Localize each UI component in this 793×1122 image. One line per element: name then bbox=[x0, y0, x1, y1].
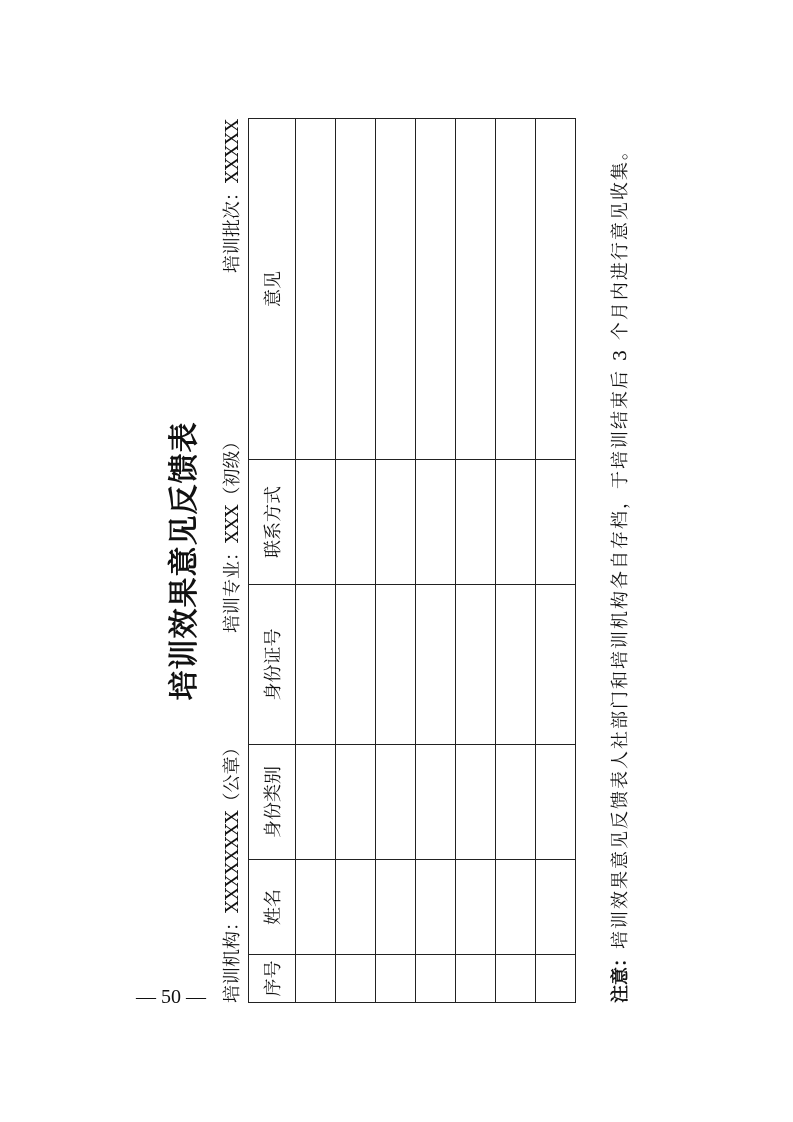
table-cell[interactable] bbox=[336, 860, 376, 955]
table-cell[interactable] bbox=[456, 585, 496, 745]
header-contact: 联系方式 bbox=[249, 460, 296, 585]
table-cell[interactable] bbox=[496, 119, 536, 460]
table-cell[interactable] bbox=[456, 119, 496, 460]
table-cell[interactable] bbox=[496, 460, 536, 585]
table-row bbox=[536, 119, 576, 1003]
table-cell[interactable] bbox=[456, 955, 496, 1003]
table-cell[interactable] bbox=[496, 860, 536, 955]
table-cell[interactable] bbox=[536, 585, 576, 745]
table-cell[interactable] bbox=[296, 955, 336, 1003]
table-cell[interactable] bbox=[376, 585, 416, 745]
table-cell[interactable] bbox=[296, 745, 336, 860]
table-row bbox=[496, 119, 536, 1003]
table-cell[interactable] bbox=[336, 460, 376, 585]
table-body bbox=[296, 119, 576, 1003]
table-row bbox=[456, 119, 496, 1003]
table-row bbox=[336, 119, 376, 1003]
table-cell[interactable] bbox=[496, 585, 536, 745]
header-seq: 序号 bbox=[249, 955, 296, 1003]
table-cell[interactable] bbox=[376, 745, 416, 860]
table-cell[interactable] bbox=[376, 955, 416, 1003]
table-cell[interactable] bbox=[416, 745, 456, 860]
table-cell[interactable] bbox=[376, 460, 416, 585]
table-cell[interactable] bbox=[456, 860, 496, 955]
table-cell[interactable] bbox=[416, 955, 456, 1003]
table-row bbox=[376, 119, 416, 1003]
table-cell[interactable] bbox=[336, 955, 376, 1003]
page-number: — 50 — bbox=[136, 986, 206, 1008]
header-name: 姓名 bbox=[249, 860, 296, 955]
table-cell[interactable] bbox=[536, 460, 576, 585]
table-row bbox=[296, 119, 336, 1003]
table-cell[interactable] bbox=[416, 119, 456, 460]
note-text: 培训效果意见反馈表人社部门和培训机构各自存档，于培训结束后 3 个月内进行意见收集。 bbox=[610, 140, 631, 949]
header-id-number: 身份证号 bbox=[249, 585, 296, 745]
training-org-label: 培训机构：XXXXXXXX（公章） bbox=[222, 738, 243, 1003]
table-cell[interactable] bbox=[536, 955, 576, 1003]
table-cell[interactable] bbox=[376, 119, 416, 460]
rotated-feedback-sheet bbox=[168, 119, 634, 1003]
table-cell[interactable] bbox=[536, 119, 576, 460]
table-header-row bbox=[249, 119, 296, 1003]
table-cell[interactable] bbox=[496, 745, 536, 860]
table-cell[interactable] bbox=[296, 460, 336, 585]
table-cell[interactable] bbox=[536, 745, 576, 860]
table-cell[interactable] bbox=[376, 860, 416, 955]
table-cell[interactable] bbox=[296, 119, 336, 460]
training-major-label: 培训专业：XXX（初级） bbox=[222, 432, 243, 633]
document-title: 培训效果意见反馈表 bbox=[167, 421, 202, 701]
feedback-table bbox=[248, 118, 576, 1003]
meta-line bbox=[220, 119, 246, 1003]
table-cell[interactable] bbox=[456, 460, 496, 585]
header-identity-type: 身份类别 bbox=[249, 745, 296, 860]
table-cell[interactable] bbox=[416, 860, 456, 955]
table-cell[interactable] bbox=[296, 860, 336, 955]
table-cell[interactable] bbox=[336, 745, 376, 860]
table-cell[interactable] bbox=[336, 585, 376, 745]
note-line bbox=[608, 119, 634, 1003]
table-cell[interactable] bbox=[296, 585, 336, 745]
table-cell[interactable] bbox=[536, 860, 576, 955]
note-label: 注意： bbox=[610, 949, 631, 1003]
table-row bbox=[416, 119, 456, 1003]
table-cell[interactable] bbox=[416, 585, 456, 745]
training-batch-label: 培训批次：XXXXX bbox=[222, 119, 243, 274]
table-cell[interactable] bbox=[416, 460, 456, 585]
table-cell[interactable] bbox=[456, 745, 496, 860]
header-opinion: 意见 bbox=[249, 119, 296, 460]
table-cell[interactable] bbox=[336, 119, 376, 460]
table-cell[interactable] bbox=[496, 955, 536, 1003]
